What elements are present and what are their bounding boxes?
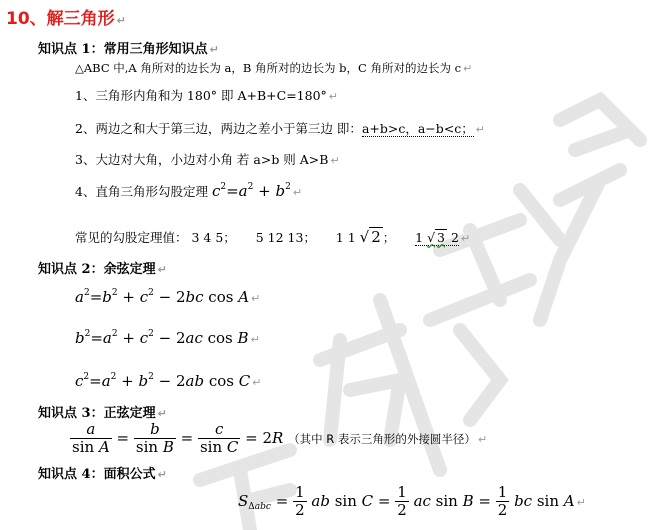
kp4-heading: 知识点 4：面积公式 ↵ <box>38 467 167 482</box>
kp2-heading: 知识点 2：余弦定理 ↵ <box>38 262 167 277</box>
kp1-item4: 4、直角三角形勾股定理 $c^2=a^2 + b^2$ ↵ <box>75 182 303 200</box>
kp3-heading: 知识点 3：正弦定理 ↵ <box>38 406 167 421</box>
pythagorean-formula: $c^2=a^2 + b^2$ <box>211 182 291 200</box>
section-title: 10、解三角形 ↵ <box>6 9 126 29</box>
sine-law: $\frac{a}{\text{sin A}}$ = $\frac{b}{\text{sin B}}$ = $\frac{c}{\text{sin C}}$ = 2R （其中 R 表示三角形的外接圆半径） ↵ <box>72 420 488 457</box>
kp1-item1: 1、三角形内角和为 180° 即 A+B+C=180° ↵ <box>75 88 339 103</box>
kp1-item2: 2、两边之和大于第三边，两边之差小于第三边 即：a+b>c，a−b<c； ↵ <box>75 121 485 136</box>
kp1-heading: 知识点 1：常用三角形知识点 ↵ <box>38 42 219 57</box>
cosine-law-a: $a^2=b^2 + c^2 - 2bc$ cos A ↵ <box>75 288 261 306</box>
kp1-intro: △ABC 中,A 角所对的边长为 a，B 角所对的边长为 b，C 角所对的边长为 c ↵ <box>75 61 473 75</box>
pythagorean-values: 常见的勾股定理值： 3 4 5； 5 12 13； 1 1 √ 2 ； 1 √ 3 2 ↵ <box>75 228 471 246</box>
area-formula: $S_{\Delta abc}$ = $\frac{1}{2}$ ab sin C = $\frac{1}{2}$ ac sin B = $\frac{1}{2}$ bc sin A ↵ <box>238 483 586 520</box>
cosine-law-b: $b^2=a^2 + c^2 - 2ac$ cos B ↵ <box>75 329 260 347</box>
kp1-item3: 3、大边对大角，小边对小角 若 a>b 则 A>B ↵ <box>75 152 340 167</box>
cosine-law-c: $c^2=a^2 + b^2 - 2ab$ cos C ↵ <box>75 372 262 390</box>
